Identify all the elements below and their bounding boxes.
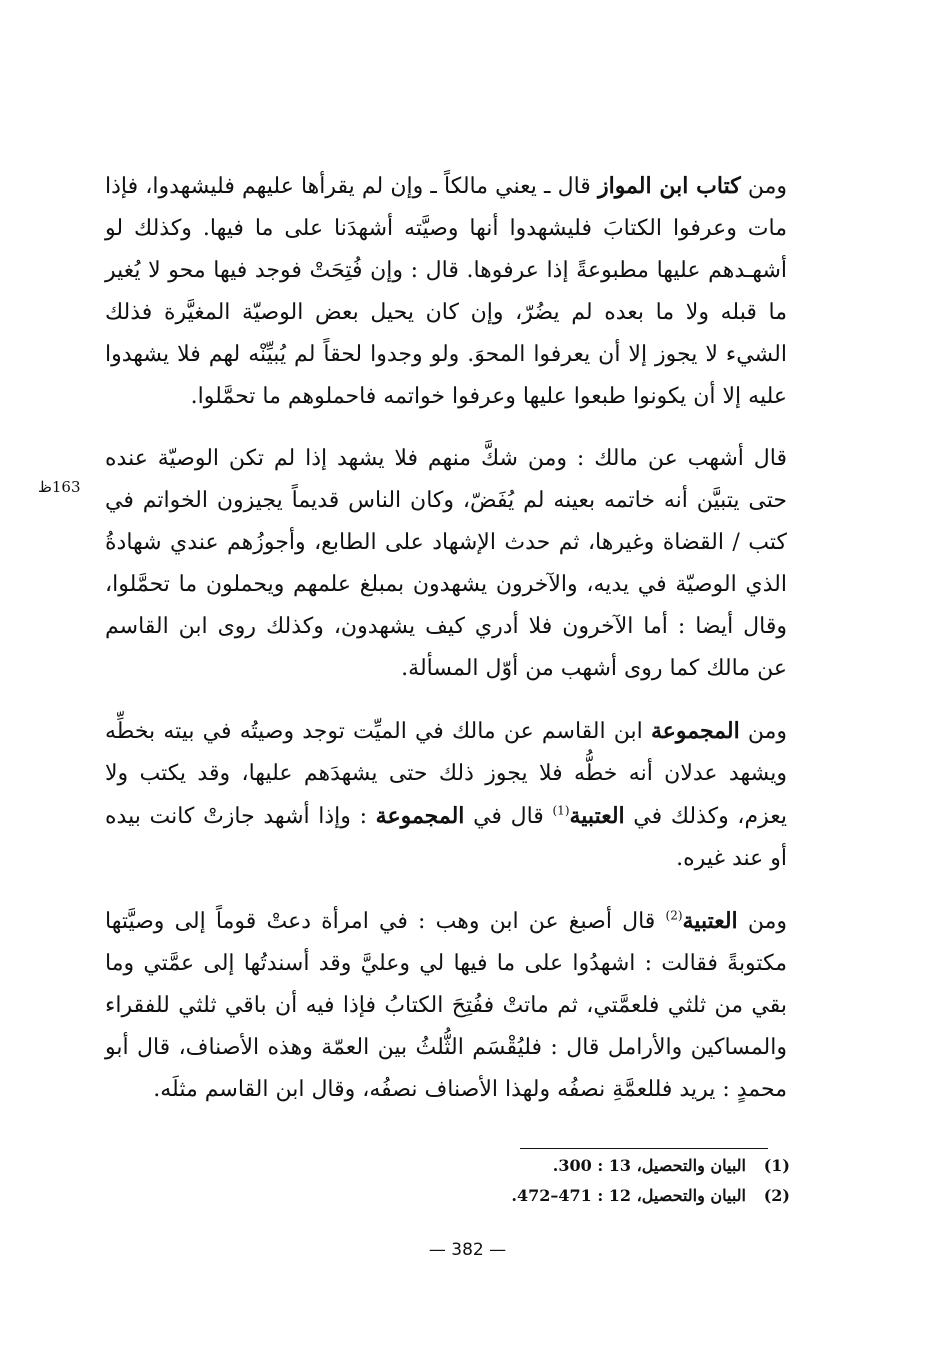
margin-folio-note: 163ظ [38,478,81,496]
page-number: — 382 — [428,1240,507,1260]
text-run: قال أصبغ عن ابن وهب : في امرأة دعتْ قوماً إلى وصيَّتها مكتوبةً فقالت : اشهدُوا على ما فيها لي وعليَّ وقد أسندتُها إلى عمَّتي وما بقي من ثلثي فلعمَّتي، ثم ماتتْ ففُتِحَ الكتابُ فإذا فيه أن باقي ثلثي للفقراء والمساكين والأرامل قال : فليُقْسَم الثُّلثُ بين العمّة وهذه الأصناف، قال أبو محمدٍ : يريد فللعمَّةِ نصفُه ولهذا الأصناف نصفُه، وقال ابن القاسم مثلَه. [105,909,787,1102]
footnote-ref: (2) [665,908,683,923]
bold-term: العتبية [682,908,738,934]
footnote-text: البيان والتحصيل، 13 : 300. [552,1156,746,1175]
footnote-ref: (1) [552,803,570,818]
main-text [105,165,787,1111]
footnote-text: البيان والتحصيل، 12 : 471–472. [511,1186,746,1205]
footnote-number: (1) [763,1156,790,1175]
text-run: ومن [740,174,787,199]
text-run: ومن [739,719,788,744]
footnote-number: (2) [763,1186,790,1205]
bold-term: كتاب ابن المواز [597,173,741,199]
text-run: قال ـ يعني مالكاً ـ وإن لم يقرأها عليهم فليشهدوا، فإذا مات وعرفوا الكتابَ فليشهدوا أنها وصيَّته أشهدَنا على ما فيها. وكذلك لو أشهـدهم عليها مطبوعةً إذا عرفوها. قال : وإن فُتِحَتْ فوجد فيها محو لا يُغير ما قبله ولا ما بعده لم يضُرّ، وإن كان يحيل بعض الوصيّة المغيَّرة فذلك الشيء لا يجوز إلا أن يعرفوا المحوَ. ولو وجدوا لحقاً لم يُبيِّنْه لهم فلا يشهدوا عليه إلا أن يكونوا طبعوا عليها وعرفوا خواتمه فاحملوهم ما تحمَّلوا. [105,174,787,409]
text-run: قال أشهب عن مالك : ومن شكَّ منهم فلا يشهد إذا لم تكن الوصيّة عنده حتى يتبيَّن أنه خاتمه بعينه لم يُفَضّ، وكان الناس قديماً يجيزون الخواتم في كتب / القضاة وغيرها، ثم حدث الإشهاد على الطابع، وأجوزُهم عندي شهادةُ الذي الوصيّة في يديه، والآخرون يشهدون بمبلغ علمهم ويحملون ما تحمَّلوا، وقال أيضا : أما الآخرون فلا أدري كيف يشهدون، وكذلك روى ابن القاسم عن مالك كما روى أشهب من أوّل المسألة. [105,446,787,681]
text-run: : وإذا أشهد جازتْ كانت بيده أو عند غيره. [105,804,787,871]
paragraph [105,900,787,1111]
footnote-rule [520,1148,768,1149]
bold-term: المجموعة [375,803,465,829]
paragraph [105,438,787,690]
footnote-1 [460,1156,790,1175]
bold-term: العتبية [569,803,625,829]
text-run: ومن [737,909,787,934]
bold-term: المجموعة [650,718,740,744]
paragraph [105,165,787,418]
paragraph [105,710,787,880]
text-run: ابن القاسم عن مالك في الميِّت توجد وصيتُه في بيته بخطِّه ويشهد عدلان أنه خطُّه فلا يجوز ذلك حتى يشهدَهم عليها، وقد يكتب ولا يعزم، وكذلك في [105,719,787,829]
text-run: قال في [464,804,553,829]
footnote-2 [460,1186,790,1205]
